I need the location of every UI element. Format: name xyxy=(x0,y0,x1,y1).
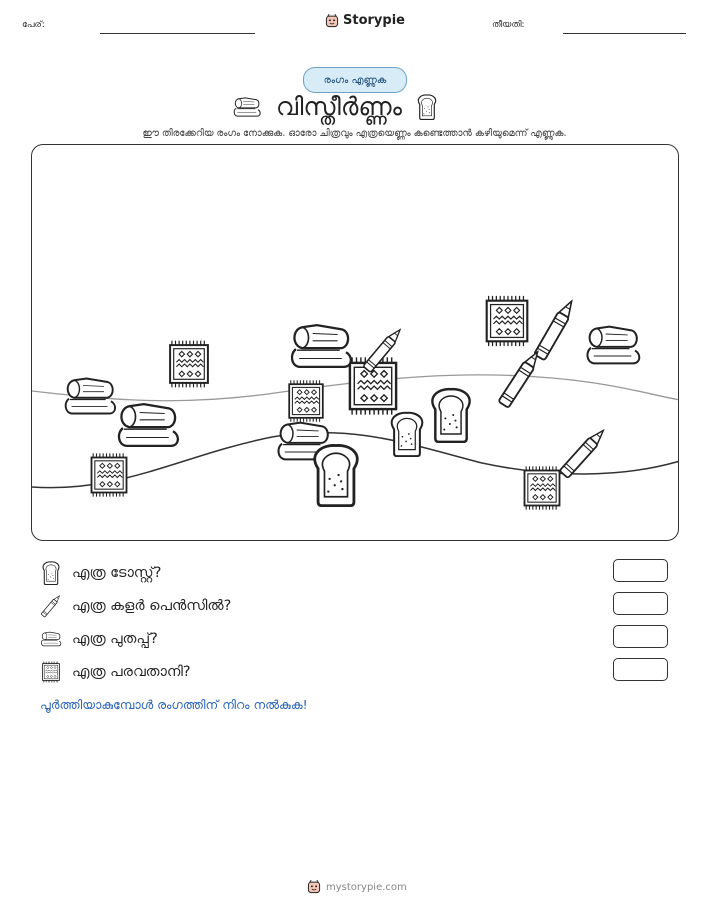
scene-drawing xyxy=(32,145,679,541)
toast-icon xyxy=(392,413,423,456)
rug-icon xyxy=(170,341,208,388)
rug-icon xyxy=(92,453,127,496)
toast-icon xyxy=(40,561,62,585)
question-blanket xyxy=(40,627,158,651)
page-title: വിസ്തീർണ്ണം xyxy=(276,92,402,121)
answer-box-toast[interactable] xyxy=(613,559,668,582)
rug-icon xyxy=(40,660,62,684)
question-toast xyxy=(40,561,161,585)
answer-box-crayon[interactable] xyxy=(613,592,668,615)
question-text: എത്ര പുതപ്പ്? xyxy=(72,631,158,647)
question-crayon xyxy=(40,594,231,618)
blanket-icon xyxy=(119,404,178,446)
answer-box-blanket[interactable] xyxy=(613,625,668,648)
date-label: തീയതി: xyxy=(492,20,525,30)
toast-icon xyxy=(315,445,358,505)
toast-icon xyxy=(432,389,469,442)
crayon-icon xyxy=(498,349,542,408)
question-text: എത്ര ടോസ്റ്റ്? xyxy=(72,565,162,581)
blanket-icon xyxy=(66,379,115,414)
counting-scene xyxy=(31,144,679,541)
blanket-icon xyxy=(587,327,639,364)
footer xyxy=(307,880,407,894)
storypie-icon xyxy=(325,14,339,28)
instructions: ഈ തിരക്കേറിയ രംഗം നോക്കുക. ഓരോ ചിത്രവും എത്രയെണ്ണം കണ്ടെത്താൻ കഴിയുമെന്ന് എണ്ണുക. xyxy=(142,128,567,139)
crayon-icon xyxy=(560,427,608,478)
toast-icon xyxy=(416,94,438,120)
brand-text: Storypie xyxy=(343,13,405,28)
name-line[interactable] xyxy=(100,33,255,34)
question-rug xyxy=(40,660,191,684)
date-line[interactable] xyxy=(563,33,686,34)
rug-icon xyxy=(289,380,323,422)
name-label: പേര്: xyxy=(22,20,45,30)
crayon-icon xyxy=(534,298,577,360)
question-text: എത്ര കളർ പെൻസിൽ? xyxy=(72,598,232,614)
crayon-icon xyxy=(40,594,62,618)
storypie-icon xyxy=(307,880,321,894)
title-row xyxy=(232,92,438,122)
question-text: എത്ര പരവതാനി? xyxy=(72,664,191,680)
rug-icon xyxy=(487,296,528,346)
color-prompt: പൂർത്തിയാകുമ്പോൾ രംഗത്തിന് നിറം നൽകുക! xyxy=(40,697,308,712)
blanket-icon xyxy=(292,325,351,367)
blanket-icon xyxy=(232,96,262,118)
activity-badge: രംഗം എണ്ണുക xyxy=(303,67,407,93)
rug-icon xyxy=(525,466,560,509)
brand-logo xyxy=(325,13,405,28)
footer-url: mystorypie.com xyxy=(326,881,407,893)
blanket-icon xyxy=(40,627,62,651)
answer-box-rug[interactable] xyxy=(613,658,668,681)
